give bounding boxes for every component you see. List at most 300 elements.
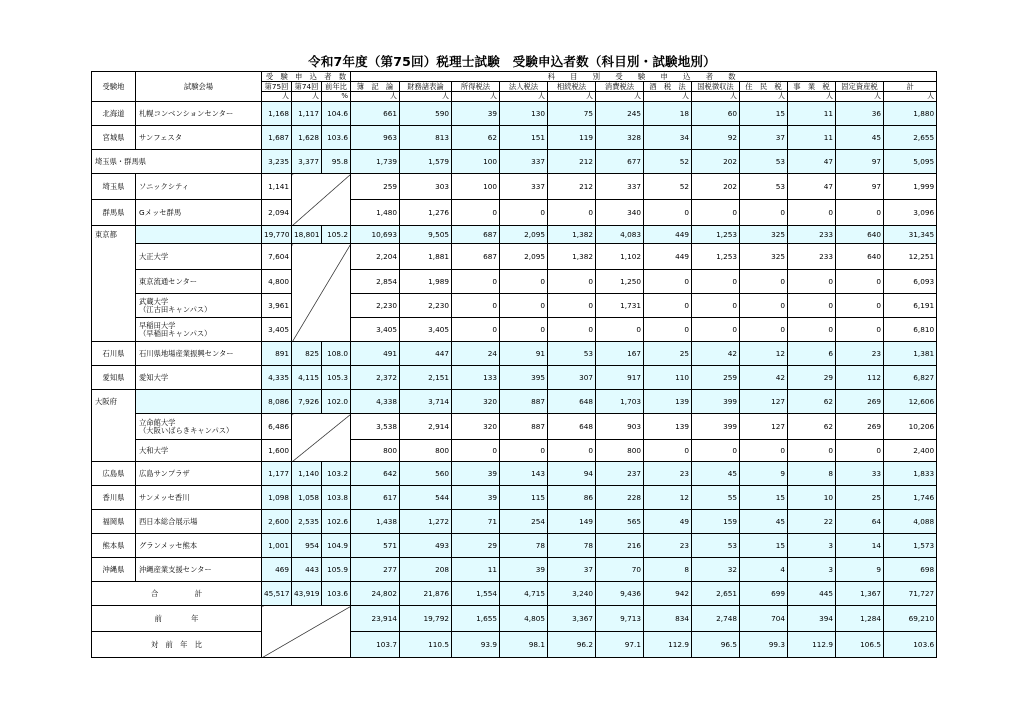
- value-cell: 340: [596, 200, 644, 226]
- value-cell: 15: [740, 102, 788, 126]
- value-cell: 4,088: [884, 510, 937, 534]
- value-cell: 469: [262, 558, 292, 582]
- value-cell: 208: [400, 558, 452, 582]
- value-cell: 447: [400, 342, 452, 366]
- value-cell: 37: [548, 558, 596, 582]
- header-col: 第75回: [262, 82, 292, 92]
- header-col: 事 業 税: [788, 82, 836, 92]
- value-cell: 45: [836, 126, 884, 150]
- venue-cell: 東京流通センター: [136, 270, 262, 294]
- value-cell: 560: [400, 462, 452, 486]
- header-subjects-group: 科 目 別 受 験 申 込 者 数: [351, 72, 937, 82]
- value-cell: 2,600: [262, 510, 292, 534]
- value-cell: 37: [740, 126, 788, 150]
- header-col: 法人税法: [500, 82, 548, 92]
- value-cell: 32: [692, 558, 740, 582]
- value-cell: 2,400: [884, 440, 937, 462]
- value-cell: 0: [836, 270, 884, 294]
- value-cell: 60: [692, 102, 740, 126]
- place-cell: [92, 318, 136, 342]
- unit-cell: 人: [740, 92, 788, 102]
- value-cell: 14: [836, 534, 884, 558]
- value-cell: 71: [452, 510, 500, 534]
- value-cell: 0: [548, 294, 596, 318]
- value-cell: 2,748: [692, 606, 740, 632]
- value-cell: 8: [788, 462, 836, 486]
- header-col: 固定資産税: [836, 82, 884, 92]
- value-cell: 53: [548, 342, 596, 366]
- place-cell: 愛知県: [92, 366, 136, 390]
- value-cell: 110: [644, 366, 692, 390]
- table-row-saitama: [92, 174, 937, 200]
- value-cell: 47: [788, 174, 836, 200]
- value-cell: 43,919: [292, 582, 322, 606]
- table-row-prev-year: [92, 606, 937, 632]
- value-cell: 62: [788, 414, 836, 440]
- value-cell: 2,095: [500, 226, 548, 244]
- unit-cell: 人: [884, 92, 937, 102]
- value-cell: 10,693: [351, 226, 400, 244]
- value-cell: 254: [500, 510, 548, 534]
- value-cell: 394: [788, 606, 836, 632]
- place-cell: 福岡県: [92, 510, 136, 534]
- venue-cell: 愛知大学: [136, 366, 262, 390]
- value-cell: 0: [548, 270, 596, 294]
- value-cell: 139: [644, 390, 692, 414]
- value-cell: 259: [351, 174, 400, 200]
- value-cell: 0: [548, 318, 596, 342]
- value-cell: 3,405: [400, 318, 452, 342]
- diagonal-cell: [292, 244, 351, 342]
- value-cell: 31,345: [884, 226, 937, 244]
- venue-cell: サンフェスタ: [136, 126, 262, 150]
- value-cell: 49: [644, 510, 692, 534]
- prev-year-label: 前 年: [92, 606, 262, 632]
- value-cell: 104.6: [322, 102, 351, 126]
- value-cell: 23: [644, 462, 692, 486]
- value-cell: 97: [836, 150, 884, 174]
- value-cell: 1,102: [596, 244, 644, 270]
- value-cell: 233: [788, 226, 836, 244]
- value-cell: 91: [500, 342, 548, 366]
- value-cell: 202: [692, 150, 740, 174]
- venue-cell: 大和大学: [136, 440, 262, 462]
- value-cell: 277: [351, 558, 400, 582]
- value-cell: 167: [596, 342, 644, 366]
- table-row-kumamoto: [92, 534, 937, 558]
- place-cell: 沖縄県: [92, 558, 136, 582]
- table-row-gunma: [92, 200, 937, 226]
- value-cell: 4,338: [351, 390, 400, 414]
- table-row-aichi: [92, 366, 937, 390]
- table-row-tokyo-ryutsu: [92, 270, 937, 294]
- value-cell: 1,367: [836, 582, 884, 606]
- unit-cell: 人: [644, 92, 692, 102]
- place-cell: 群馬県: [92, 200, 136, 226]
- value-cell: 337: [596, 174, 644, 200]
- value-cell: 704: [740, 606, 788, 632]
- value-cell: 2,151: [400, 366, 452, 390]
- value-cell: 9,505: [400, 226, 452, 244]
- value-cell: 0: [500, 318, 548, 342]
- value-cell: 493: [400, 534, 452, 558]
- place-cell: 埼玉県: [92, 174, 136, 200]
- venue-cell: サンメッセ香川: [136, 486, 262, 510]
- value-cell: 1,731: [596, 294, 644, 318]
- value-cell: 2,854: [351, 270, 400, 294]
- value-cell: 110.5: [400, 632, 452, 658]
- value-cell: 1,284: [836, 606, 884, 632]
- table-row-ritsumeikan: [92, 414, 937, 440]
- diagonal-cell: [292, 414, 351, 462]
- value-cell: 10: [788, 486, 836, 510]
- unit-cell: 人: [400, 92, 452, 102]
- value-cell: 6,810: [884, 318, 937, 342]
- venue-campus: （江古田キャンパス）: [139, 304, 212, 314]
- value-cell: 6,827: [884, 366, 937, 390]
- total-label: 合 計: [92, 582, 262, 606]
- value-cell: 325: [740, 244, 788, 270]
- value-cell: 3,096: [884, 200, 937, 226]
- table-row-taisho: [92, 244, 937, 270]
- value-cell: 942: [644, 582, 692, 606]
- value-cell: 1,655: [452, 606, 500, 632]
- place-cell: 熊本県: [92, 534, 136, 558]
- value-cell: 0: [452, 318, 500, 342]
- value-cell: 303: [400, 174, 452, 200]
- value-cell: 1,140: [292, 462, 322, 486]
- yoy-ratio-label: 対 前 年 比: [92, 632, 262, 658]
- value-cell: 699: [740, 582, 788, 606]
- value-cell: 39: [452, 462, 500, 486]
- venue-cell: ソニックシティ: [136, 174, 262, 200]
- unit-cell: %: [322, 92, 351, 102]
- value-cell: 53: [692, 534, 740, 558]
- value-cell: 0: [692, 440, 740, 462]
- value-cell: 99.3: [740, 632, 788, 658]
- unit-cell: 人: [836, 92, 884, 102]
- header-col: 消費税法: [596, 82, 644, 92]
- table-row-waseda: [92, 318, 937, 342]
- value-cell: 45: [692, 462, 740, 486]
- value-cell: 3,377: [292, 150, 322, 174]
- value-cell: 4,335: [262, 366, 292, 390]
- value-cell: 1,833: [884, 462, 937, 486]
- value-cell: 0: [788, 440, 836, 462]
- value-cell: 112: [836, 366, 884, 390]
- value-cell: 52: [644, 174, 692, 200]
- value-cell: 5,095: [884, 150, 937, 174]
- header-row-1: [92, 72, 937, 82]
- value-cell: 130: [500, 102, 548, 126]
- value-cell: 15: [740, 534, 788, 558]
- header-col: 前年比: [322, 82, 351, 92]
- value-cell: 259: [692, 366, 740, 390]
- value-cell: 640: [836, 244, 884, 270]
- value-cell: 112.9: [788, 632, 836, 658]
- value-cell: 103.6: [884, 632, 937, 658]
- value-cell: 24: [452, 342, 500, 366]
- value-cell: 143: [500, 462, 548, 486]
- value-cell: 47: [788, 150, 836, 174]
- value-cell: 4,805: [500, 606, 548, 632]
- value-cell: 544: [400, 486, 452, 510]
- value-cell: 2,095: [500, 244, 548, 270]
- value-cell: 12,251: [884, 244, 937, 270]
- value-cell: 0: [500, 270, 548, 294]
- value-cell: 677: [596, 150, 644, 174]
- value-cell: 53: [740, 174, 788, 200]
- place-cell: 大阪府: [92, 390, 136, 414]
- value-cell: 640: [836, 226, 884, 244]
- value-cell: 96.5: [692, 632, 740, 658]
- value-cell: 0: [740, 270, 788, 294]
- header-col: 第74回: [292, 82, 322, 92]
- venue-cell: 札幌コンベンションセンター: [136, 102, 262, 126]
- place-cell: 北海道: [92, 102, 136, 126]
- value-cell: 19,770: [262, 226, 292, 244]
- place-cell: [92, 244, 136, 270]
- value-cell: 0: [788, 200, 836, 226]
- value-cell: 2,204: [351, 244, 400, 270]
- value-cell: 0: [452, 270, 500, 294]
- unit-cell: 人: [548, 92, 596, 102]
- value-cell: 212: [548, 174, 596, 200]
- value-cell: 2,230: [400, 294, 452, 318]
- value-cell: 2,094: [262, 200, 292, 226]
- value-cell: 491: [351, 342, 400, 366]
- value-cell: 3,405: [262, 318, 292, 342]
- value-cell: 2,914: [400, 414, 452, 440]
- value-cell: 6: [788, 342, 836, 366]
- value-cell: 7,926: [292, 390, 322, 414]
- value-cell: 0: [548, 200, 596, 226]
- value-cell: 1,098: [262, 486, 292, 510]
- value-cell: 45: [740, 510, 788, 534]
- unit-cell: 人: [351, 92, 400, 102]
- value-cell: 0: [548, 440, 596, 462]
- venue-cell: 石川県地場産業振興センター: [136, 342, 262, 366]
- value-cell: 75: [548, 102, 596, 126]
- venue-cell: Gメッセ群馬: [136, 200, 262, 226]
- value-cell: 3,714: [400, 390, 452, 414]
- place-cell: 宮城県: [92, 126, 136, 150]
- value-cell: 12: [644, 486, 692, 510]
- value-cell: 18: [644, 102, 692, 126]
- value-cell: 29: [452, 534, 500, 558]
- table-row-ishikawa: [92, 342, 937, 366]
- place-cell: [92, 440, 136, 462]
- header-col: 相続税法: [548, 82, 596, 92]
- value-cell: 269: [836, 390, 884, 414]
- value-cell: 0: [644, 318, 692, 342]
- value-cell: 648: [548, 390, 596, 414]
- value-cell: 0: [500, 440, 548, 462]
- value-cell: 0: [836, 200, 884, 226]
- venue-cell: グランメッセ熊本: [136, 534, 262, 558]
- table-row-yamato: [92, 440, 937, 462]
- value-cell: 29: [788, 366, 836, 390]
- value-cell: 2,535: [292, 510, 322, 534]
- value-cell: 0: [836, 294, 884, 318]
- value-cell: 1,600: [262, 440, 292, 462]
- value-cell: 891: [262, 342, 292, 366]
- value-cell: 149: [548, 510, 596, 534]
- value-cell: 4,715: [500, 582, 548, 606]
- value-cell: 95.8: [322, 150, 351, 174]
- table-row-okinawa: [92, 558, 937, 582]
- value-cell: 69,210: [884, 606, 937, 632]
- value-cell: 328: [596, 126, 644, 150]
- value-cell: 8,086: [262, 390, 292, 414]
- venue-name: 立命館大学: [139, 417, 176, 427]
- value-cell: 64: [836, 510, 884, 534]
- value-cell: 71,727: [884, 582, 937, 606]
- value-cell: 4,083: [596, 226, 644, 244]
- value-cell: 39: [452, 102, 500, 126]
- unit-cell: 人: [692, 92, 740, 102]
- value-cell: 0: [452, 440, 500, 462]
- value-cell: 617: [351, 486, 400, 510]
- venue-cell: [136, 226, 262, 244]
- value-cell: 237: [596, 462, 644, 486]
- value-cell: 6,486: [262, 414, 292, 440]
- header-applicants-group: 受 験 申 込 者 数: [262, 72, 351, 82]
- value-cell: 917: [596, 366, 644, 390]
- value-cell: 887: [500, 390, 548, 414]
- value-cell: 1,480: [351, 200, 400, 226]
- diagonal-cell: [262, 606, 351, 658]
- value-cell: 687: [452, 226, 500, 244]
- value-cell: 12,606: [884, 390, 937, 414]
- value-cell: 9,436: [596, 582, 644, 606]
- value-cell: 590: [400, 102, 452, 126]
- header-venue: 試験会場: [136, 72, 262, 102]
- value-cell: 102.6: [322, 510, 351, 534]
- venue-cell: [136, 294, 262, 318]
- value-cell: 103.2: [322, 462, 351, 486]
- value-cell: 0: [836, 318, 884, 342]
- value-cell: 97: [836, 174, 884, 200]
- value-cell: 103.6: [322, 126, 351, 150]
- value-cell: 954: [292, 534, 322, 558]
- value-cell: 337: [500, 150, 548, 174]
- value-cell: 0: [644, 440, 692, 462]
- value-cell: 0: [644, 200, 692, 226]
- value-cell: 0: [500, 200, 548, 226]
- value-cell: 1,141: [262, 174, 292, 200]
- value-cell: 825: [292, 342, 322, 366]
- value-cell: 0: [788, 294, 836, 318]
- value-cell: 1,989: [400, 270, 452, 294]
- value-cell: 1,177: [262, 462, 292, 486]
- value-cell: 6,093: [884, 270, 937, 294]
- value-cell: 52: [644, 150, 692, 174]
- value-cell: 1,880: [884, 102, 937, 126]
- value-cell: 1,438: [351, 510, 400, 534]
- value-cell: 2,230: [351, 294, 400, 318]
- value-cell: 10,206: [884, 414, 937, 440]
- value-cell: 0: [452, 200, 500, 226]
- place-cell: [92, 294, 136, 318]
- place-cell: 埼玉県・群馬県: [92, 150, 262, 174]
- value-cell: 115: [500, 486, 548, 510]
- value-cell: 337: [500, 174, 548, 200]
- value-cell: 0: [836, 440, 884, 462]
- value-cell: 100: [452, 174, 500, 200]
- value-cell: 1,687: [262, 126, 292, 150]
- value-cell: 202: [692, 174, 740, 200]
- value-cell: 98.1: [500, 632, 548, 658]
- value-cell: 12: [740, 342, 788, 366]
- venue-cell: [136, 390, 262, 414]
- table-row-yoy-ratio: [92, 632, 937, 658]
- header-col: 酒 税 法: [644, 82, 692, 92]
- value-cell: 103.7: [351, 632, 400, 658]
- value-cell: 3,405: [351, 318, 400, 342]
- value-cell: 39: [500, 558, 548, 582]
- value-cell: 97.1: [596, 632, 644, 658]
- unit-cell: 人: [452, 92, 500, 102]
- value-cell: 443: [292, 558, 322, 582]
- venue-cell: [136, 318, 262, 342]
- place-cell: 石川県: [92, 342, 136, 366]
- value-cell: 62: [452, 126, 500, 150]
- table-row-osaka: [92, 390, 937, 414]
- diagonal-cell: [292, 174, 351, 226]
- value-cell: 1,381: [884, 342, 937, 366]
- value-cell: 661: [351, 102, 400, 126]
- value-cell: 233: [788, 244, 836, 270]
- value-cell: 70: [596, 558, 644, 582]
- value-cell: 320: [452, 390, 500, 414]
- value-cell: 0: [740, 318, 788, 342]
- value-cell: 102.0: [322, 390, 351, 414]
- value-cell: 100: [452, 150, 500, 174]
- value-cell: 3: [788, 534, 836, 558]
- value-cell: 11: [788, 102, 836, 126]
- value-cell: 3,240: [548, 582, 596, 606]
- value-cell: 2,651: [692, 582, 740, 606]
- value-cell: 1,746: [884, 486, 937, 510]
- value-cell: 19,792: [400, 606, 452, 632]
- value-cell: 53: [740, 150, 788, 174]
- value-cell: 1,272: [400, 510, 452, 534]
- venue-name: 武蔵大学: [139, 296, 169, 306]
- value-cell: 800: [596, 440, 644, 462]
- value-cell: 1,703: [596, 390, 644, 414]
- table-row-musashi: [92, 294, 937, 318]
- value-cell: 2,655: [884, 126, 937, 150]
- value-cell: 1,253: [692, 226, 740, 244]
- value-cell: 108.0: [322, 342, 351, 366]
- header-col: 所得税法: [452, 82, 500, 92]
- value-cell: 3,961: [262, 294, 292, 318]
- value-cell: 1,253: [692, 244, 740, 270]
- value-cell: 127: [740, 390, 788, 414]
- value-cell: 903: [596, 414, 644, 440]
- value-cell: 445: [788, 582, 836, 606]
- value-cell: 0: [500, 294, 548, 318]
- value-cell: 565: [596, 510, 644, 534]
- value-cell: 449: [644, 226, 692, 244]
- value-cell: 687: [452, 244, 500, 270]
- value-cell: 0: [644, 270, 692, 294]
- venue-name: 早稲田大学: [139, 320, 176, 330]
- value-cell: 11: [452, 558, 500, 582]
- value-cell: 813: [400, 126, 452, 150]
- header-col: 住 民 税: [740, 82, 788, 92]
